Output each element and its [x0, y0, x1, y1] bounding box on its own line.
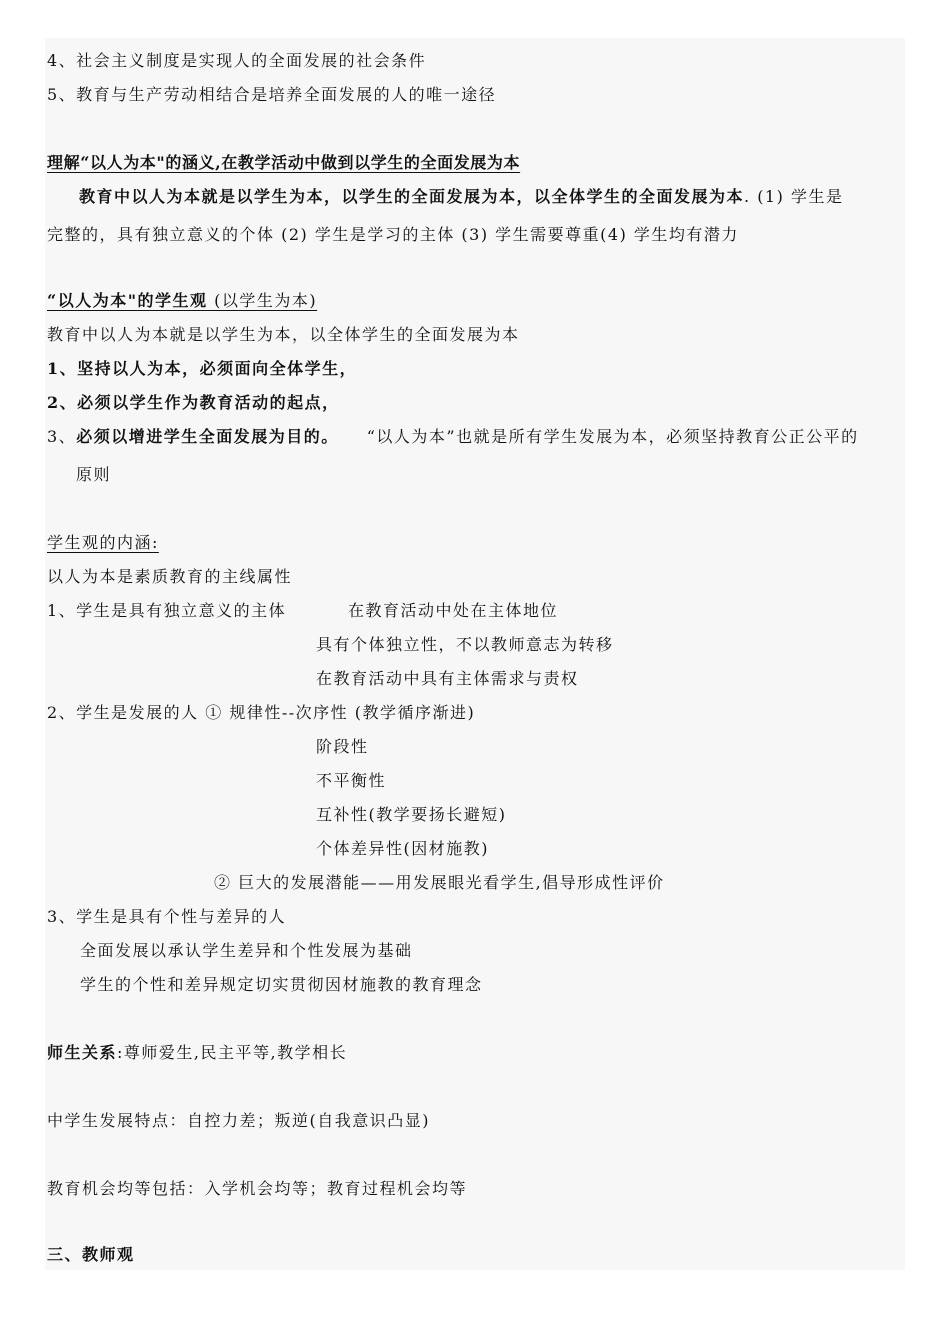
- item-1-sub-a: 在教育活动中处在主体地位: [348, 601, 559, 620]
- item-1-sub-c: 在教育活动中具有主体需求与责权: [316, 669, 579, 688]
- point-3-number: 3、: [47, 427, 77, 446]
- line-4-social-system: 4、社会主义制度是实现人的全面发展的社会条件: [47, 51, 427, 70]
- middle-school-traits: 中学生发展特点：自控力差；叛逆(自我意识凸显): [47, 1111, 430, 1130]
- item-2-sub-c: 互补性(教学要扬长避短): [316, 805, 507, 824]
- connotation-summary: 以人为本是素质教育的主线属性: [47, 567, 293, 586]
- item-2-developing-person: 2、学生是发展的人 ① 规律性--次序性 (教学循序渐进): [47, 703, 476, 722]
- heading-bold-text: “以人为本"的学生观: [47, 291, 208, 310]
- point-3-line2: 原则: [76, 465, 112, 484]
- section-heading-connotation: 学生观的内涵:: [47, 533, 159, 552]
- equal-opportunity: 教育机会均等包括：入学机会均等；教育过程机会均等: [47, 1179, 468, 1198]
- student-view-summary: 教育中以人为本就是以学生为本，以全体学生的全面发展为本: [47, 325, 520, 344]
- teacher-student-relation: [47, 1042, 347, 1064]
- section-heading-student-view: [47, 290, 317, 312]
- heading-rest-text: (以学生为本): [207, 291, 318, 310]
- point-3-bold-text: 必须以增进学生全面发展为目的。: [76, 427, 339, 446]
- point-3-rest-text: “以人为本”也就是所有学生发展为本，必须坚持教育公正公平的: [366, 427, 859, 446]
- point-1-all-students: 1、坚持以人为本，必须面向全体学生，: [47, 359, 358, 378]
- point-3-line1: [47, 426, 859, 448]
- item-1-independent-subject: 1、学生是具有独立意义的主体: [47, 601, 287, 620]
- item-2-sub-a: 阶段性: [316, 737, 369, 756]
- item-2-sub-b: 不平衡性: [316, 771, 387, 790]
- relation-label: 师生关系: [47, 1043, 118, 1062]
- paragraph-people-oriented-line2: 完整的，具有独立意义的个体 (2) 学生是学习的主体 (3) 学生需要尊重(4) 学生均有潜力: [47, 225, 739, 244]
- paragraph-people-oriented-line1: [47, 186, 843, 208]
- section-heading-people-oriented: 理解“以人为本"的涵义,在教学活动中做到以学生的全面发展为本: [47, 153, 521, 172]
- item-1-sub-b: 具有个体独立性，不以教师意志为转移: [316, 635, 614, 654]
- line-5-education-labor: 5、教育与生产劳动相结合是培养全面发展的人的唯一途径: [47, 85, 497, 104]
- paragraph-bold-text: 教育中以人为本就是以学生为本，以学生的全面发展为本，以全体学生的全面发展为本: [79, 187, 745, 206]
- item-2-sub-e: ② 巨大的发展潜能——用发展眼光看学生,倡导形成性评价: [214, 873, 665, 892]
- item-3-individuality: 3、学生是具有个性与差异的人: [47, 907, 287, 926]
- section-heading-teacher-view: 三、教师观: [47, 1245, 135, 1264]
- item-2-sub-d: 个体差异性(因材施教): [316, 839, 489, 858]
- item-3-sub-b: 学生的个性和差异规定切实贯彻因材施教的教育理念: [80, 975, 483, 994]
- relation-text: :尊师爱生,民主平等,教学相长: [117, 1043, 348, 1062]
- point-2-starting-point: 2、必须以学生作为教育活动的起点，: [47, 393, 340, 412]
- paragraph-rest-text: . (1) 学生是: [744, 187, 844, 206]
- item-3-sub-a: 全面发展以承认学生差异和个性发展为基础: [80, 941, 413, 960]
